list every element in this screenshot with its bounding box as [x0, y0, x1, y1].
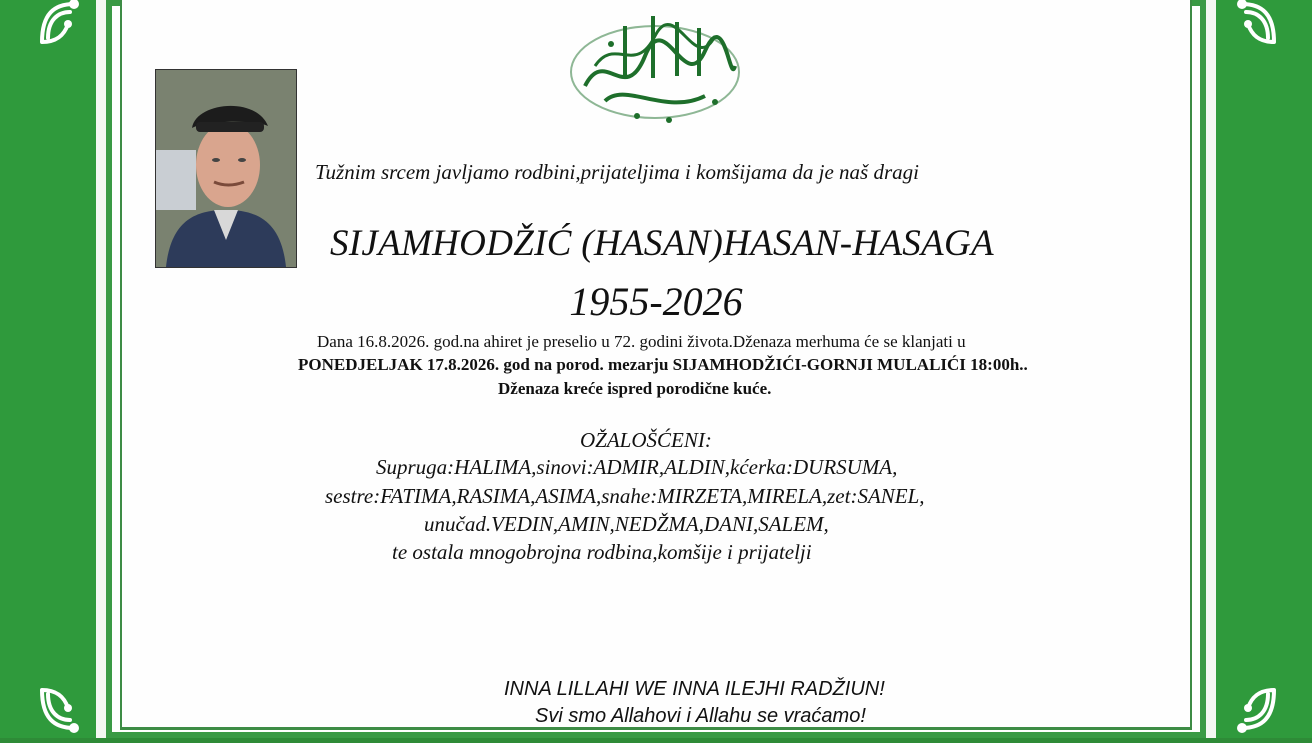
- mourners-line: te ostala mnogobrojna rodbina,komšije i prijatelji: [392, 540, 812, 564]
- deceased-name: SIJAMHODŽIĆ (HASAN)HASAN-HASAGA: [330, 223, 994, 264]
- life-years: 1955-2026: [569, 279, 743, 324]
- portrait-photo: [155, 69, 297, 268]
- dua-text: INNA LILLAHI WE INNA ILEJHI RADŽIUN!: [504, 678, 885, 700]
- left-white-strip: [96, 0, 106, 738]
- mourners-line: unučad.VEDIN,AMIN,NEDŽMA,DANI,SALEM,: [424, 512, 829, 536]
- dua-translation: Svi smo Allahovi i Allahu se vraćamo!: [535, 705, 866, 727]
- ornament-icon: [34, 0, 90, 50]
- mourners-title: OŽALOŠĆENI:: [580, 428, 712, 452]
- ornament-icon: [1226, 682, 1282, 738]
- right-white-strip: [1206, 0, 1216, 738]
- ornament-icon: [34, 682, 90, 738]
- funeral-detail-line: Dana 16.8.2026. god.na ahiret je preselio u 72. godini života.Dženaza merhuma će se klanjati u: [317, 332, 966, 351]
- funeral-detail-line: Dženaza kreće ispred porodične kuće.: [498, 379, 772, 398]
- mourners-line: Supruga:HALIMA,sinovi:ADMIR,ALDIN,kćerka:DURSUMA,: [376, 455, 898, 479]
- mourners-line: sestre:FATIMA,RASIMA,ASIMA,snahe:MIRZETA,MIRELA,zet:SANEL,: [325, 484, 925, 508]
- ornament-icon: [1226, 0, 1282, 50]
- left-green-border: [0, 0, 96, 738]
- intro-text: Tužnim srcem javljamo rodbini,prijateljima i komšijama da je naš dragi: [315, 160, 919, 184]
- arabic-calligraphy-icon: [565, 6, 745, 132]
- funeral-detail-line: PONEDJELJAK 17.8.2026. god na porod. mezarju SIJAMHODŽIĆI-GORNJI MULALIĆI 18:00h..: [298, 355, 1028, 374]
- right-green-border: [1216, 0, 1312, 738]
